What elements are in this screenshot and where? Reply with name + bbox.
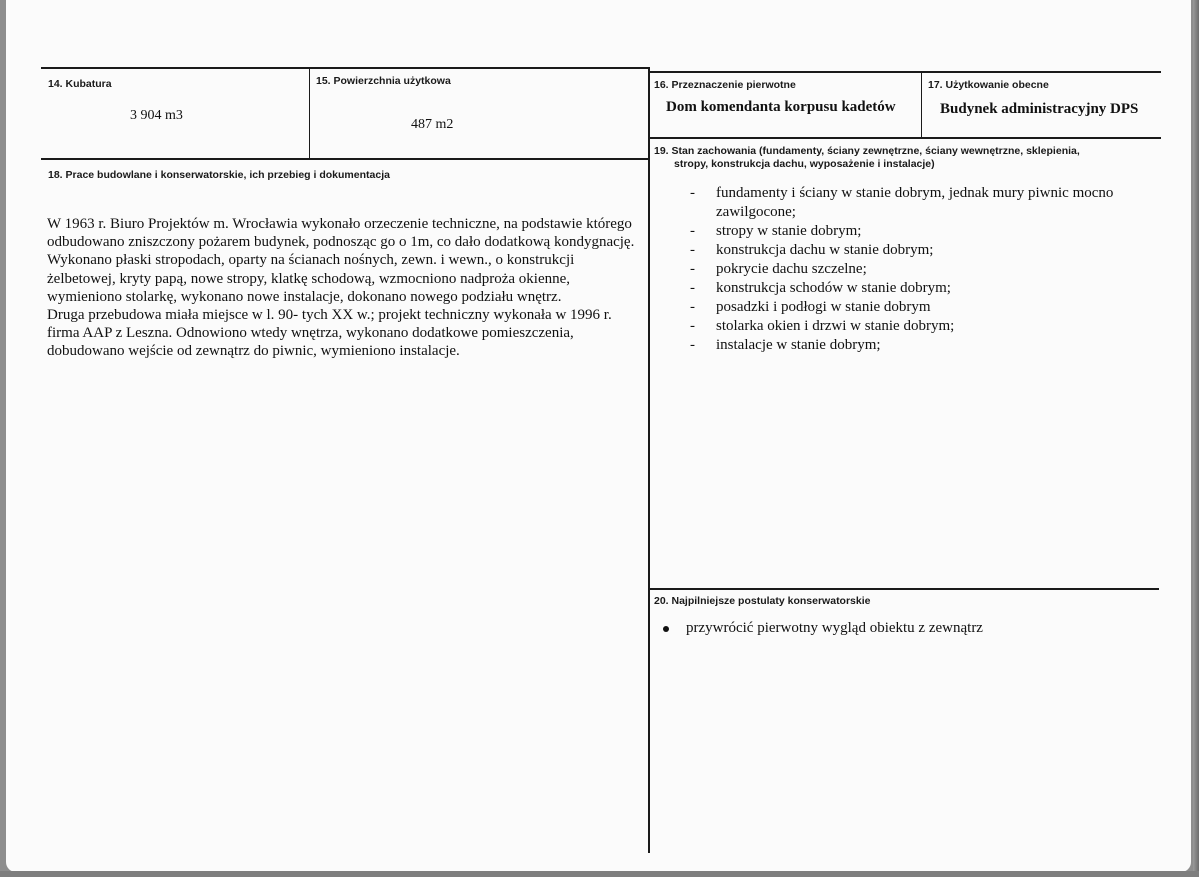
list-item (690, 260, 1130, 279)
divider-v-main (648, 67, 650, 853)
field-19-label-line1: 19. Stan zachowania (fundamenty, ściany zewnętrzne, ściany wewnętrzne, sklepienia, (654, 145, 1080, 157)
dash-marker: - (690, 185, 695, 201)
field-16-value: Dom komendanta korpusu kadetów (666, 99, 896, 115)
field-17-label: 17. Użytkowanie obecne (928, 79, 1049, 91)
dash-marker: - (690, 261, 695, 277)
field-19-label (654, 145, 1080, 171)
scan-edge-bottom (0, 871, 1199, 877)
dash-marker: - (690, 299, 695, 315)
field-15-value: 487 m2 (411, 117, 454, 132)
dash-marker: - (690, 242, 695, 258)
condition-list (690, 184, 1130, 355)
divider-h-right-19 (649, 137, 1161, 139)
list-item (690, 279, 1130, 298)
list-item-text: posadzki i podłogi w stanie dobrym (716, 299, 931, 315)
divider-h-left-18 (41, 158, 649, 160)
list-item-text: stropy w stanie dobrym; (716, 223, 862, 239)
list-item (690, 336, 1130, 355)
list-item-text: fundamenty i ściany w stanie dobrym, jednak mury piwnic mocno zawilgocone; (716, 185, 1114, 220)
field-15-label: 15. Powierzchnia użytkowa (316, 75, 451, 87)
scan-edge-right (1193, 0, 1199, 877)
document-page (6, 0, 1191, 872)
list-item (690, 317, 1130, 336)
postulates-list (660, 619, 1140, 638)
divider-h-right-20 (649, 588, 1159, 590)
list-item-text: instalacje w stanie dobrym; (716, 337, 881, 353)
field-17-value: Budynek administracyjny DPS (940, 101, 1139, 117)
list-item-text: konstrukcja schodów w stanie dobrym; (716, 280, 951, 296)
divider-top-right (649, 71, 1161, 73)
dash-marker: - (690, 318, 695, 334)
field-19-label-line2: stropy, konstrukcja dachu, wyposażenie i instalacje) (674, 158, 935, 170)
list-item (690, 241, 1130, 260)
list-item-text: przywrócić pierwotny wygląd obiektu z zewnątrz (686, 620, 983, 636)
field-18-label: 18. Prace budowlane i konserwatorskie, ich przebieg i dokumentacja (48, 169, 390, 181)
field-14-label: 14. Kubatura (48, 78, 112, 90)
field-14-value: 3 904 m3 (130, 108, 183, 123)
field-18-paragraph: Druga przebudowa miała miejsce w l. 90- tych XX w.; projekt techniczny wykonała w 1996 r. firma AAP z Leszna. Odnowiono wtedy wnętrza, wykonano dodatkowe pomieszczenia, dobudowano wejście od zewnątrz do piwnic, wymieniono instalacje. (47, 307, 612, 360)
list-item (690, 184, 1130, 222)
field-16-label: 16. Przeznaczenie pierwotne (654, 79, 796, 91)
dash-marker: - (690, 223, 695, 239)
field-20-label: 20. Najpilniejsze postulaty konserwatorskie (654, 595, 871, 607)
dash-marker: - (690, 280, 695, 296)
divider-v-14-15 (309, 67, 310, 159)
list-item-text: stolarka okien i drzwi w stanie dobrym; (716, 318, 955, 334)
field-18-paragraph: W 1963 r. Biuro Projektów m. Wrocławia wykonało orzeczenie techniczne, na podstawie którego odbudowano zniszczony pożarem budynek, podnosząc go o 1m, co dało dodatkową kondygnację. Wykonano płaski stropodach, oparty na ścianach nośnych, zewn. i wewn., o konstrukcji żelbetowej, kryty papą, nowe stropy, klatkę schodową, wzmocniono nadproża okienne, wymieniono stolarkę, wykonano nowe instalacje, dokonano nowego podziału wnętrz. (47, 216, 635, 305)
dash-marker: - (690, 337, 695, 353)
field-18-text (47, 215, 637, 361)
list-item (690, 298, 1130, 317)
list-item-text: konstrukcja dachu w stanie dobrym; (716, 242, 934, 258)
divider-v-16-17 (921, 71, 922, 139)
divider-top-left (41, 67, 649, 69)
list-item-text: pokrycie dachu szczelne; (716, 261, 867, 277)
bullet-icon (663, 626, 669, 632)
list-item (690, 222, 1130, 241)
list-item (660, 619, 1140, 638)
